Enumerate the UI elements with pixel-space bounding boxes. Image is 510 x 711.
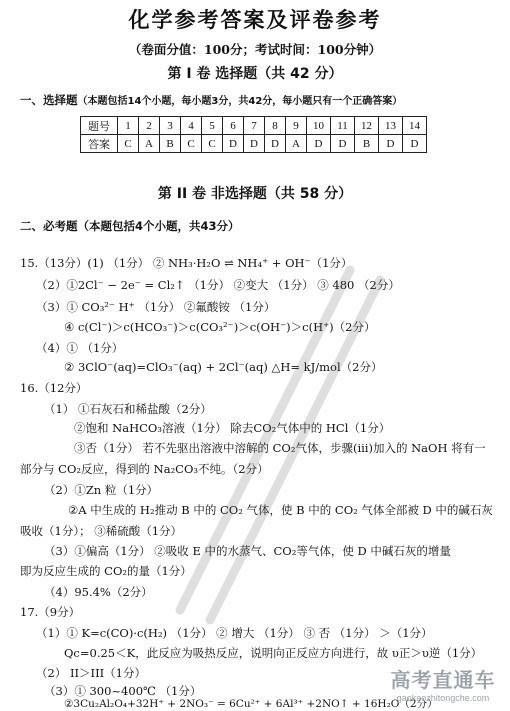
- answer-cell: C: [181, 135, 202, 153]
- answer-line: （1） ①石灰石和稀盐酸（2分）: [44, 402, 212, 416]
- question-number: 4: [181, 117, 202, 135]
- answer-line: ②A 中生成的 H₂推动 B 中的 CO₂ 气体，使 B 中的 CO₂ 气体全部被 D 中的碱石灰: [68, 503, 493, 517]
- page-title: 化学参考答案及评卷参考: [128, 8, 382, 32]
- logo-url: gaokaozhitongche.com: [396, 693, 490, 703]
- section1-note: （本题包括14个小题，每小题3分，共42分，每小题只有一个正确答案）: [77, 96, 403, 107]
- answer-line: 16.（12分）: [20, 381, 88, 395]
- answer-cell: D: [265, 135, 286, 153]
- answer-line: Qc=0.25＜K，此反应为吸热反应，说明向正反应方向进行，故 υ正＞υ逆（1分）: [64, 646, 483, 660]
- number-row: [81, 117, 427, 135]
- answer-row-label: 答案: [81, 135, 118, 153]
- question-number: 6: [223, 117, 244, 135]
- question-number: 2: [139, 117, 160, 135]
- question-number: 12: [355, 117, 379, 135]
- answer-line: 17.（9分）: [20, 605, 81, 619]
- answer-cell: D: [307, 135, 331, 153]
- answer-line: 吸收（1分）； ③稀硫酸（1分）: [20, 524, 183, 538]
- section1-heading: [20, 92, 402, 108]
- part2-heading: 第 II 卷 非选择题（共 58 分）: [157, 186, 353, 202]
- part1-heading: 第 I 卷 选择题（共 42 分）: [167, 66, 343, 82]
- answer-line: 部分与 CO₂反应，得到的 Na₂CO₃不纯。（2分）: [20, 462, 269, 476]
- answer-cell: D: [331, 135, 355, 153]
- answer-line: （2）①Zn 粒（1分）: [44, 483, 159, 497]
- answer-table: [80, 116, 427, 153]
- answer-line: ③否（1分） 若不先驱出溶液中溶解的 CO₂气体，步骤(iii)加入的 NaOH 将有一: [74, 441, 486, 455]
- answer-cell: B: [160, 135, 181, 153]
- answer-line: （1）① K=c(CO)·c(H₂) （1分） ② 增大 （1分） ③ 否 （1分） ＞（1分）: [36, 626, 433, 640]
- question-number: 9: [286, 117, 307, 135]
- question-number: 7: [244, 117, 265, 135]
- answer-cell: D: [244, 135, 265, 153]
- question-number: 3: [160, 117, 181, 135]
- question-number: 14: [403, 117, 427, 135]
- answer-line: ②饱和 NaHCO₃溶液（1分） 除去CO₂气体中的 HCl（1分）: [74, 421, 391, 435]
- answer-line: （3）①偏高（1分） ②吸收 E 中的水蒸气、CO₂等气体，使 D 中碱石灰的增量: [44, 544, 451, 558]
- question-number: 13: [379, 117, 403, 135]
- site-logo: [384, 664, 502, 708]
- answer-cell: A: [139, 135, 160, 153]
- question-number: 1: [118, 117, 139, 135]
- answer-line: 即为反应生成的 CO₂的量（1分）: [20, 564, 192, 578]
- answer-line: ④ c(Cl⁻)＞c(HCO₃⁻)＞c(CO₃²⁻)＞c(OH⁻)＞c(H⁺)（2分）: [64, 320, 376, 334]
- question-number: 10: [307, 117, 331, 135]
- question-number: 11: [331, 117, 355, 135]
- question-number: 5: [202, 117, 223, 135]
- answer-line: ② 3ClO⁻(aq)=ClO₃⁻(aq) + 2Cl⁻(aq) △H= kJ/mol（2分）: [64, 360, 383, 374]
- answer-line: （4）95.4%（2分）: [44, 585, 153, 599]
- answer-line: 15.（13分）(1) （1分） ② NH₃·H₂O ⇌ NH₄⁺ + OH⁻（1分）: [20, 256, 353, 270]
- section1-label: 一、选择题: [20, 93, 78, 107]
- answer-line: ②3Cu₂Al₂O₄+32H⁺ + 2NO₃⁻ = 6Cu²⁺ + 6Al³⁺ +2NO↑ + 16H₂O（2分）: [64, 698, 438, 710]
- exam-info: （卷面分值：100分；考试时间：100分钟）: [128, 42, 382, 57]
- answer-line: （3）① CO₃²⁻ H⁺ （1分） ②氟酸铵 （1分）: [36, 300, 276, 314]
- answer-line: （2） II＞III（1分）: [36, 666, 147, 680]
- answer-cell: C: [202, 135, 223, 153]
- answer-cell: D: [379, 135, 403, 153]
- question-number: 8: [265, 117, 286, 135]
- answer-line: （4）① （1分）: [36, 341, 124, 355]
- logo-text: 高考直通车: [390, 668, 496, 692]
- answer-cell: D: [223, 135, 244, 153]
- answer-line: （3）① 300~400℃ （1分）: [44, 684, 202, 698]
- number-row-label: 题号: [81, 117, 118, 135]
- answer-cell: D: [403, 135, 427, 153]
- answer-row: [81, 135, 427, 153]
- answer-cell: B: [355, 135, 379, 153]
- answer-cell: A: [286, 135, 307, 153]
- answer-cell: C: [118, 135, 139, 153]
- answer-line: （2）①2Cl⁻ − 2e⁻ = Cl₂↑ （1分） ②变大 （1分） ③ 480 （2分）: [36, 278, 400, 292]
- section2-heading: 二、必考题（本题包括4个小题，共43分）: [20, 219, 240, 233]
